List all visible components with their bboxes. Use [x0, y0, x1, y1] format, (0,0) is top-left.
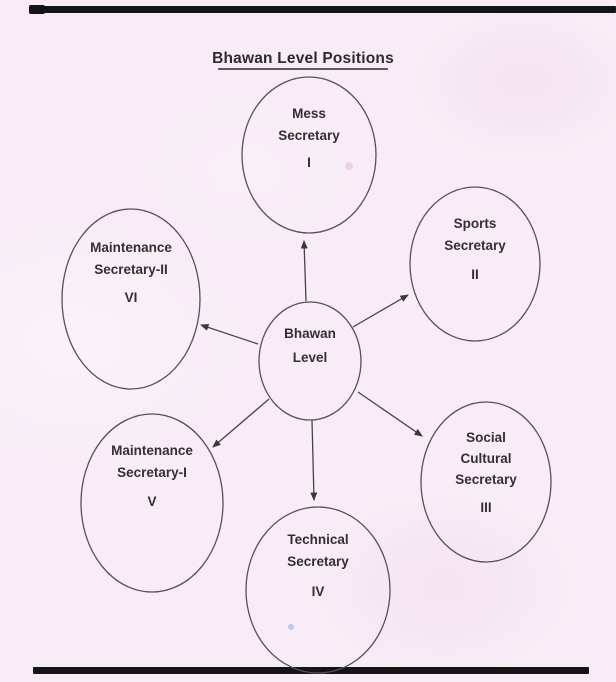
- node-technical-line1: Technical: [287, 532, 349, 547]
- scan-speck: [345, 162, 353, 170]
- node-maintenance-two-line2: Secretary-II: [94, 262, 168, 277]
- node-social-line2: Cultural: [460, 451, 512, 466]
- node-mess-line2: Secretary: [278, 128, 340, 143]
- node-sports-numeral: II: [471, 267, 479, 282]
- scan-artifact-top-bar: [29, 6, 616, 13]
- scan-artifact-top-bar-nub: [29, 5, 45, 14]
- node-social-numeral: III: [480, 500, 492, 515]
- node-mess-numeral: I: [307, 155, 311, 170]
- node-maintenance-one-line2: Secretary-I: [117, 465, 187, 480]
- node-bhawan-level-line2: Level: [292, 350, 328, 365]
- arrow-to-sports: [353, 295, 408, 327]
- node-mess-line1: Mess: [292, 106, 326, 121]
- node-technical-line2: Secretary: [287, 554, 349, 569]
- node-maintenance-one-numeral: V: [147, 494, 157, 509]
- node-social-cultural-secretary: [421, 402, 551, 562]
- arrow-to-maintenance-one: [213, 399, 269, 447]
- node-sports-line2: Secretary: [444, 238, 506, 253]
- arrow-to-maintenance-two: [201, 325, 258, 344]
- node-maintenance-two-line1: Maintenance: [90, 240, 172, 255]
- node-bhawan-level: [259, 302, 361, 420]
- node-maintenance-one-line1: Maintenance: [111, 443, 193, 458]
- node-mess-secretary: [242, 77, 376, 233]
- node-sports-secretary-ellipse: [410, 187, 540, 341]
- node-technical-secretary: [246, 507, 390, 673]
- page-title: Bhawan Level Positions: [212, 50, 394, 67]
- node-social-line1: Social: [466, 430, 506, 445]
- node-maintenance-secretary-one: [81, 414, 223, 592]
- scan-speck: [288, 624, 294, 630]
- node-sports-secretary: [410, 187, 540, 341]
- node-social-line3: Secretary: [455, 472, 517, 487]
- arrow-to-mess: [304, 241, 306, 301]
- node-sports-line1: Sports: [453, 216, 497, 231]
- node-technical-numeral: IV: [311, 584, 325, 599]
- arrow-to-social: [358, 392, 422, 436]
- node-maintenance-two-numeral: VI: [124, 290, 138, 305]
- arrow-to-technical: [312, 420, 314, 500]
- node-bhawan-level-line1: Bhawan: [284, 326, 336, 341]
- node-maintenance-secretary-two: [62, 209, 200, 389]
